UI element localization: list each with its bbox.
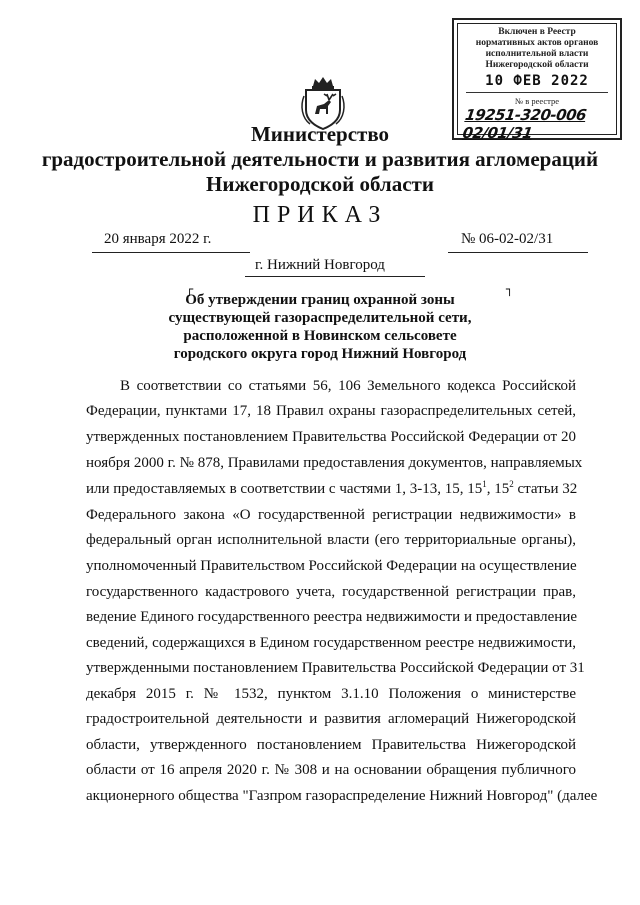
document-city: г. Нижний Новгород [255, 257, 385, 273]
ministry-title-line-2: градостроительной деятельности и развития агломераций [41, 147, 599, 171]
body-line: утвержденных постановлением Правительства Российской Федерации от 20 [86, 429, 576, 445]
body-line: В соответствии со статьями 56, 106 Земельного кодекса Российской [120, 378, 576, 394]
subject-line-3: расположенной в Новинском сельсовете [183, 328, 457, 344]
subject-line-2: существующей газораспределительной сети, [168, 310, 472, 326]
body-line: федеральный орган исполнительной власти (его территориальные органы), [86, 532, 576, 548]
superscript: 1 [482, 479, 487, 489]
registry-stamp-inner [457, 23, 617, 142]
document-date: 20 января 2022 г. [104, 231, 212, 247]
body-line: государственного кадастрового учета, государственной регистрации прав, [86, 584, 576, 600]
city-underline [245, 276, 425, 277]
ministry-title-line-3: Нижегородской области [206, 172, 434, 196]
stamp-line-4: Нижегородской области [485, 60, 589, 70]
date-underline [92, 252, 250, 253]
document-type: ПРИКАЗ [252, 202, 388, 228]
ministry-title-line-1: Министерство [250, 122, 390, 146]
body-line-with-superscripts [86, 481, 576, 498]
document-subject [150, 291, 490, 363]
body-line: уполномоченный Правительством Российской Федерации на осуществление [86, 558, 577, 574]
stamp-line-3: исполнительной власти [485, 49, 589, 59]
stamp-registry-number: 19251-320-006 02/01/31 [461, 106, 588, 142]
stamp-line-1: Включен в Реестр [498, 27, 576, 37]
subject-corner-right: ┐ [506, 282, 514, 296]
body-line: утвержденными постановлением Правительства Российской Федерации от 31 [86, 660, 585, 676]
subject-line-1: Об утверждении границ охранной зоны [185, 292, 455, 308]
body-line: ведение Единого государственного реестра недвижимости и предоставление [86, 609, 578, 625]
body-line: ноября 2000 г. № 878, Правилами предоставления документов, направляемых [86, 455, 583, 471]
stamp-date: 10 ФЕВ 2022 [485, 73, 589, 89]
document-number: № 06-02-02/31 [461, 231, 554, 247]
stamp-divider [466, 92, 608, 93]
body-line: Федерального закона «О государственной регистрации недвижимости» в [86, 507, 576, 523]
body-line: декабря 2015 г. № 1532, пунктом 3.1.10 Положения о министерстве [86, 686, 576, 702]
body-text: статьи 32 [513, 481, 578, 497]
superscript: 2 [509, 479, 514, 489]
body-line: области от 16 апреля 2020 г. № 308 и на основании обращения публичного [86, 762, 576, 778]
body-text: или предоставляемых в соответствии с частями 1, 3-13, 15, 15 [86, 481, 483, 497]
stamp-registry-label: № в реестре [515, 96, 559, 106]
subject-corner-left: ┌ [186, 282, 194, 296]
stamp-line-2: нормативных актов органов [475, 38, 599, 48]
body-line: области, утвержденного постановлением Правительства Нижегородской [86, 737, 576, 753]
body-line: градостроительной деятельности и развития агломераций Нижегородской [86, 711, 576, 727]
number-underline [448, 252, 588, 253]
body-line: акционерного общества "Газпром газораспределение Нижний Новгород" (далее [86, 788, 598, 804]
subject-line-4: городского округа город Нижний Новгород [173, 346, 467, 362]
body-line: Федерации, пунктами 17, 18 Правил охраны газораспределительных сетей, [86, 403, 576, 419]
body-text: , 15 [486, 481, 510, 497]
body-line: сведений, содержащихся в Едином государственном реестре недвижимости, [86, 635, 576, 651]
